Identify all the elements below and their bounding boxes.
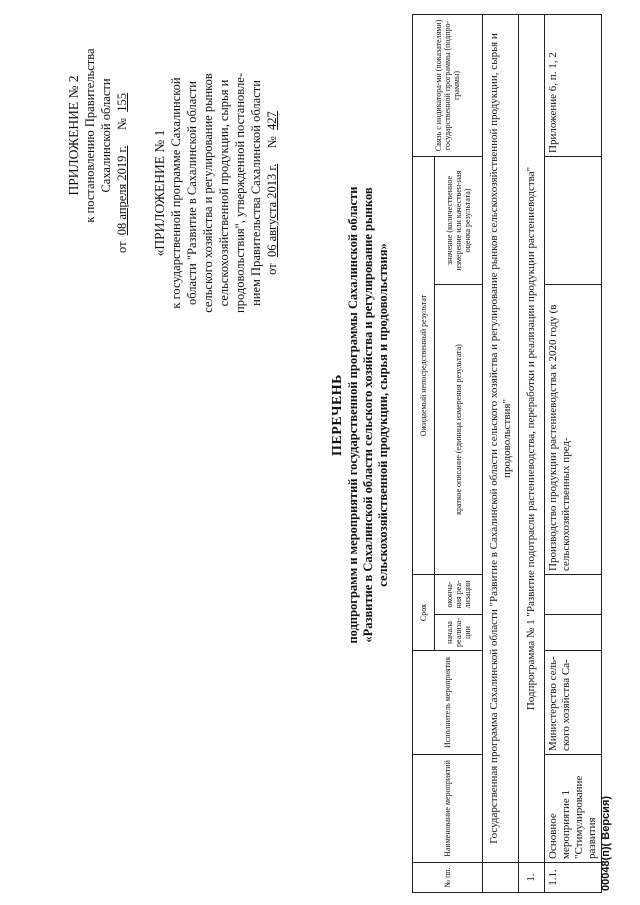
title-main: ПЕРЕЧЕНЬ <box>330 374 345 456</box>
row-term-end <box>545 574 602 614</box>
header-result-short: краткое описание (единица измерения результата) <box>435 284 483 574</box>
approval1-line: сельскохозяйственной продукции, сырья и <box>217 79 231 307</box>
row-executor: Министерство сель-ского хозяйства Са- <box>545 651 602 755</box>
row-result-value <box>545 156 602 284</box>
approval1-date-line <box>264 43 280 343</box>
approval2-line2: Сахалинской области <box>99 78 113 193</box>
approval2-number: 155 <box>115 93 129 112</box>
approval2-num-sign: № <box>115 118 129 130</box>
approval2-heading: ПРИЛОЖЕНИЕ № 2 <box>66 75 81 196</box>
header-result: Ожидаемый непосредственный результат <box>413 156 435 574</box>
subprogram-row-text: Подпрограмма № 1 "Развитие подотрасли растениеводства, переработки и реализации продукции растениеводства" <box>519 14 545 862</box>
table-row <box>483 14 519 892</box>
approval-block-1 <box>152 43 280 343</box>
header-result-value: значение (количественное измерение или качествен-ная оценка результата) <box>435 156 483 284</box>
row-link: Приложение 6, п. 1, 2 <box>545 14 602 156</box>
title-line: подпрограмм и мероприятий государственной программы Сахалинской области <box>346 186 360 644</box>
approval1-num-sign: № <box>265 136 279 149</box>
approval1-line: сельского хозяйства и регулирование рынков <box>201 73 215 313</box>
approval1-date: 06 августа 2013 г. <box>265 163 279 258</box>
approval2-from: от <box>115 241 129 253</box>
title-line: сельскохозяйственной продукции, сырья и продовольствия» <box>376 243 390 587</box>
header-link: Связь с индикатора-ми (показателями) государственной программы (подпро-граммы) <box>413 14 483 156</box>
approval2-date-line <box>114 18 130 253</box>
document-title <box>330 65 391 765</box>
approval-block-2 <box>66 18 130 253</box>
approval2-date: 08 апреля 2019 г. <box>115 145 129 236</box>
header-name: Наименование мероприятий <box>413 755 483 863</box>
program-num-cell <box>483 863 519 893</box>
table-row <box>545 14 602 892</box>
header-executor: Исполнитель мероприятия <box>413 651 483 755</box>
footer-version: 00048(п)( Версия) <box>600 795 612 891</box>
approval1-line: продовольствия", утвержденной постановле- <box>233 73 247 313</box>
header-term-start: начала реализа-ции <box>435 615 483 651</box>
row-name: Основное мероприятие 1 "Стимулирование развития <box>545 755 602 863</box>
measures-table <box>412 14 602 893</box>
approval1-number: 427 <box>265 111 279 130</box>
approval1-line: к государственной программе Сахалинской <box>169 77 183 309</box>
table-row <box>519 14 545 892</box>
approval2-line1: к постановлению Правительства <box>83 48 97 223</box>
approval1-line: нием Правительства Сахалинской области <box>249 80 263 306</box>
header-term-end: оконча-ния реа-лизации <box>435 574 483 614</box>
row-result-short: Производство продукции растениеводства к 2020 году (в сельскохозяйственных пред- <box>545 284 602 574</box>
approval1-heading: «ПРИЛОЖЕНИЕ № 1 <box>152 129 167 257</box>
row-num: 1.1. <box>545 863 602 893</box>
header-num: № пп. <box>413 863 483 893</box>
program-row-text: Государственная программа Сахалинской области "Развитие в Сахалинской области сельского хозяйства и регулирование рынков сельскохозяйственной продукции, сырья и продовольствия" <box>483 14 519 862</box>
title-line: «Развитие в Сахалинской области сельского хозяйства и регулирование рынков <box>361 187 375 643</box>
approval1-from: от <box>265 263 279 275</box>
header-term: Срок <box>413 574 435 650</box>
row-term-start <box>545 615 602 651</box>
approval1-line: области "Развитие в Сахалинской области <box>185 81 199 305</box>
subprogram-num: 1. <box>519 863 545 893</box>
